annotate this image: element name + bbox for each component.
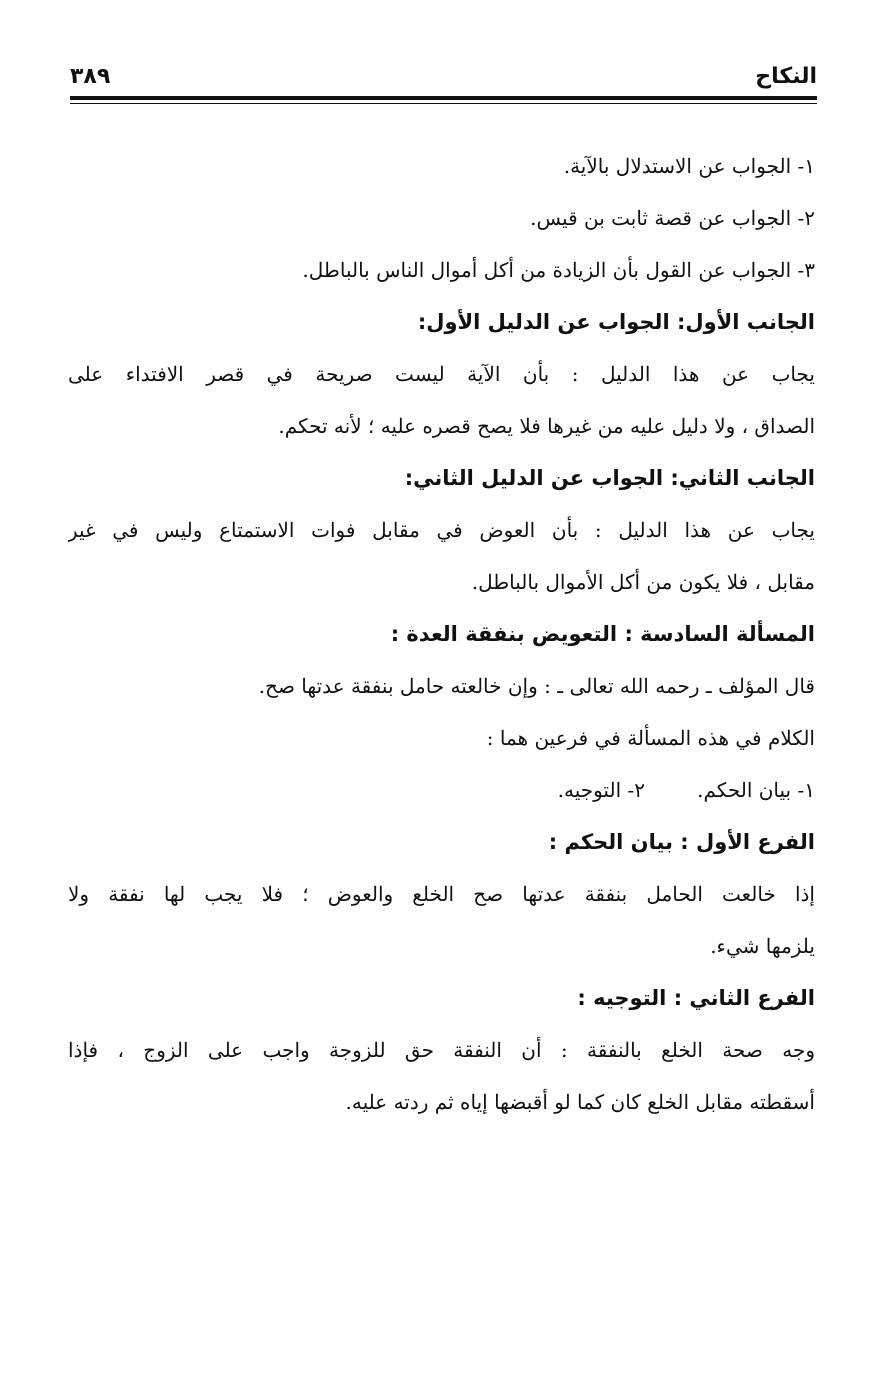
list-item: ٢- الجواب عن قصة ثابت بن قيس. bbox=[530, 206, 815, 230]
section-heading: المسألة السادسة : التعويض بنفقة العدة : bbox=[390, 622, 815, 646]
page-body bbox=[68, 140, 815, 1128]
paragraph-line: أسقطته مقابل الخلع كان كما لو أقبضها إياه ثم ردته عليه. bbox=[345, 1090, 815, 1114]
section-heading: الفرع الثاني : التوجيه : bbox=[577, 986, 815, 1010]
list-item: ٣- الجواب عن القول بأن الزيادة من أكل أموال الناس بالباطل. bbox=[302, 258, 815, 282]
paragraph-line: يلزمها شيء. bbox=[710, 934, 815, 958]
running-title: النكاح bbox=[755, 64, 817, 89]
paragraph-line: إذا خالعت الحامل بنفقة عدتها صح الخلع والعوض ؛ فلا يجب لها نفقة ولا bbox=[68, 882, 815, 906]
page-number: ٣٨٩ bbox=[70, 64, 111, 89]
section-heading: الفرع الأول : بيان الحكم : bbox=[548, 830, 815, 854]
paragraph-line: يجاب عن هذا الدليل : بأن الآية ليست صريحة في قصر الافتداء على bbox=[68, 362, 815, 386]
paragraph-line: مقابل ، فلا يكون من أكل الأموال بالباطل. bbox=[471, 570, 815, 594]
page-header bbox=[70, 62, 817, 96]
branch-list bbox=[68, 764, 815, 816]
list-item: ١- الجواب عن الاستدلال بالآية. bbox=[563, 154, 815, 178]
paragraph-line: يجاب عن هذا الدليل : بأن العوض في مقابل فوات الاستمتاع وليس في غير bbox=[68, 518, 815, 542]
header-rule-thin bbox=[70, 103, 817, 104]
header-rule-thick bbox=[70, 96, 817, 100]
paragraph-line: الصداق ، ولا دليل عليه من غيرها فلا يصح قصره عليه ؛ لأنه تحكم. bbox=[278, 414, 815, 438]
paragraph-line: الكلام في هذه المسألة في فرعين هما : bbox=[486, 726, 815, 750]
list-item: ٢- التوجيه. bbox=[557, 778, 645, 802]
paragraph-line: وجه صحة الخلع بالنفقة : أن النفقة حق للزوجة واجب على الزوج ، فإذا bbox=[68, 1038, 815, 1062]
list-item: ١- بيان الحكم. bbox=[697, 778, 815, 802]
section-heading: الجانب الثاني: الجواب عن الدليل الثاني: bbox=[404, 466, 815, 490]
section-heading: الجانب الأول: الجواب عن الدليل الأول: bbox=[417, 310, 815, 334]
paragraph-line: قال المؤلف ـ رحمه الله تعالى ـ : وإن خالعته حامل بنفقة عدتها صح. bbox=[258, 674, 815, 698]
